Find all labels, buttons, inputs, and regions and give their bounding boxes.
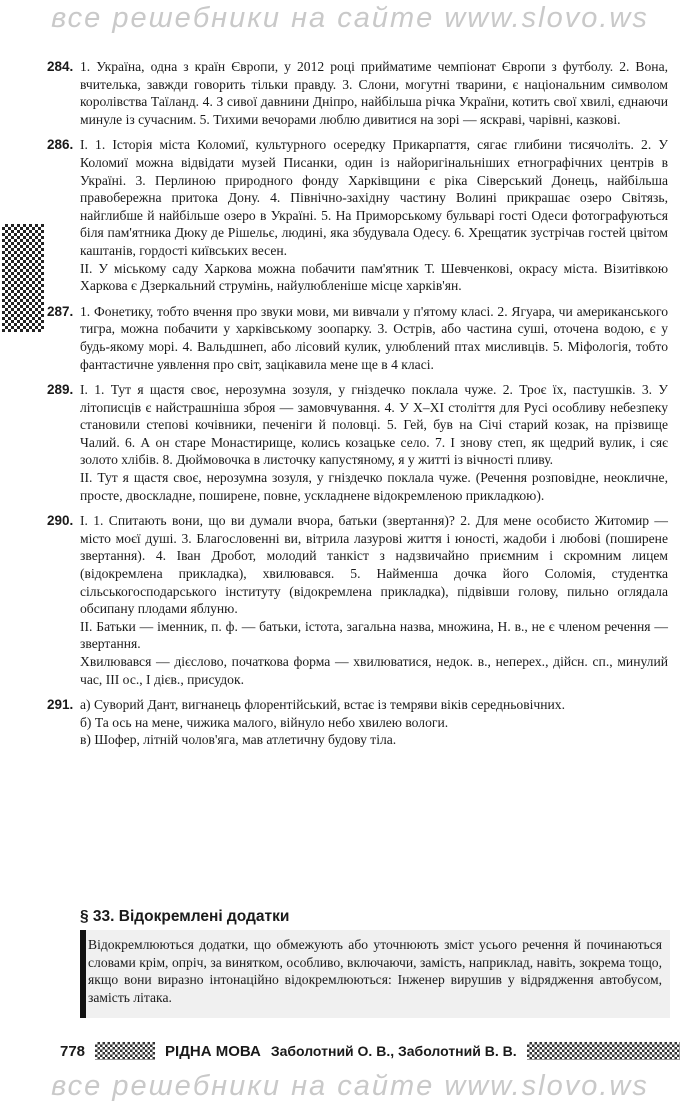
exercise-paragraph: ІІ. Тут я щастя своє, нерозумна зозуля, у гніздечко поклала чуже. (Речення розповідне, неокличне, просте, двоскладне, поширене, повне, ускладнене відокремленою прикладкою). bbox=[80, 470, 668, 503]
exercise-290 bbox=[47, 512, 668, 688]
footer-pattern-left bbox=[95, 1042, 155, 1060]
exercise-text: І. 1. Історія міста Коломиї, культурного осередку Прикарпаття, сягає глибини тисячоліть. 2. У Коломиї можна відвідати музей Писанки, один із найоригінальніших етнографічних центрів в Україні. 3. Перлиною природного фонду Харківщини є ріка Сіверський Донець, найбільша правобережна притока Дону. 4. Північно-західну частину Волині прикрашає озеро Світязь, найглибше й найбільше озеро в Україні. 5. На Приморському бульварі гості Одеси фотографуються біля пам'ятника Дюку де Рішельє, людині, яка збудувала Одесу. 6. Хрещатик зустрічав гостей цвітом каштанів, гордості київських весен. bbox=[80, 137, 668, 258]
page-number: 778 bbox=[60, 1042, 86, 1060]
exercise-paragraph bbox=[47, 136, 668, 259]
exercise-paragraph: ІІ. У міському саду Харкова можна побачити пам'ятник Т. Шевченкові, окрасу міста. Візитівкою Харкова є Дзеркальний струмінь, найулюбленіше місце харків'ян. bbox=[80, 260, 668, 294]
exercise-text: І. 1. Спитають вони, що ви думали вчора, батьки (звертання)? 2. Для мене особисто Житомир — місто моєї душі. 3. Благословенні ви, вітрила лазурові життя і юності, жадоби і любові (поширене звертання). 4. Іван Дробот, молодий танкіст з надзвичайно приємним і скромним лицем (відокремлена прикладка), хвилювався. 5. Найменша дочка його Соломія, студентка сільськогосподарського інституту (відокремлена прикладка), підвівши голову, пильно оглядала обсипану плодами яблуню. bbox=[80, 513, 668, 617]
exercise-paragraph bbox=[47, 512, 668, 618]
watermark-bottom: все решебники на сайте www.slovo.ws bbox=[51, 1070, 649, 1102]
exercise-text: а) Суворий Дант, вигнанець флорентійський, встає із темряви віків середньовічних. bbox=[80, 697, 565, 713]
exercise-number: 284. bbox=[47, 59, 74, 74]
exercise-paragraph: ІІ. Батьки — іменник, п. ф. — батьки, істота, загальна назва, множина, Н. в., не є членом речення — звертання. bbox=[80, 618, 668, 652]
exercise-paragraph: Хвилювався — дієслово, початкова форма — хвилюватися, недок. в., неперех., дійсн. сп., минулий час, ІІІ ос., І дієв., присудок. bbox=[80, 654, 668, 687]
exercise-paragraph bbox=[47, 381, 668, 469]
exercise-paragraph: в) Шофер, літній чолов'яга, мав атлетичну будову тіла. bbox=[80, 732, 397, 748]
exercise-paragraph bbox=[47, 696, 668, 714]
exercise-number: 286. bbox=[47, 137, 74, 153]
exercise-paragraph bbox=[47, 58, 668, 128]
footer-pattern-right bbox=[527, 1042, 680, 1060]
exercise-text: І. 1. Тут я щастя своє, нерозумна зозуля, у гніздечко поклала чуже. 2. Троє їх, пастушків. 3. У літописців є найстрашніша зброя — замовчування. 4. У Х–ХІ століття для Русі особливу небезпеку становили степові кочівники, печеніги й половці. 5. Гей, був на Січі старий козак, на прізвище Чалий. 6. А он старе Монастирище, колись козацьке село. 7. І знову степ, як щедрий вулик, і сяє золото хлібів. 8. Дюймовочка в листочку капустяному, я у житті із вічності пливу. bbox=[80, 382, 668, 468]
exercise-paragraph: б) Та ось на мене, чижика малого, війнуло небо хвилею вологи. bbox=[80, 714, 449, 730]
side-pattern-decoration bbox=[2, 224, 44, 332]
section-title: § 33. Відокремлені додатки bbox=[80, 908, 290, 925]
exercise-284 bbox=[47, 58, 668, 128]
exercise-number: 287. bbox=[47, 303, 74, 319]
page-footer bbox=[60, 1038, 680, 1064]
watermark-top: все решебники на сайте www.slovo.ws bbox=[51, 2, 649, 34]
book-title: РІДНА МОВА bbox=[165, 1042, 261, 1060]
exercise-number: 289. bbox=[47, 382, 74, 398]
exercise-text: 1. Фонетику, тобто вчення про звуки мови, ми вивчали у п'ятому класі. 2. Ягуара, чи американського тигра, можна побачити у харківському зоопарку. 3. Острів, або частина суші, оточена водою, є у будь-якому морі. 4. Вальдшнеп, або лісовий кулик, улюблений птах мисливців. 5. Міфологія, тобто фантастичне уявлення про світ, зацікавила мене ще в 4 класі. bbox=[80, 303, 668, 372]
exercise-text: 1. Україна, одна з країн Європи, у 2012 році прийматиме чемпіонат Європи з футболу. 2. Вона, вчителька, завжди говорить тільки правду. 3. Слони, могутні тварини, є національним символом королівства Таїланд. 4. З сивої давнини Дніпро, найбільша річка України, котить свої хвилі, єднаючи минуле із сучасним. 5. Тихими вечорами люблю дивитися на зорі — яскраві, чарівні, казкові. bbox=[80, 59, 668, 127]
exercise-number: 290. bbox=[47, 513, 74, 529]
exercise-291 bbox=[47, 696, 668, 749]
rule-text: Відокремлюються додатки, що обмежують або уточнюють зміст усього речення й починаються словами крім, опріч, за винятком, особливо, включаючи, замість, наприклад, навіть, зокрема тощо, якщо вони виразно інтонаційно відокремлюються: Інженер вирушив у відрядження автобусом, замість літака. bbox=[88, 937, 662, 1005]
book-authors: Заболотний О. В., Заболотний В. В. bbox=[270, 1043, 517, 1059]
exercise-289 bbox=[47, 381, 668, 504]
exercise-list bbox=[47, 58, 668, 757]
exercise-number: 291. bbox=[47, 697, 74, 713]
exercise-287 bbox=[47, 303, 668, 373]
exercise-paragraph bbox=[47, 303, 668, 373]
exercise-286 bbox=[47, 136, 668, 294]
